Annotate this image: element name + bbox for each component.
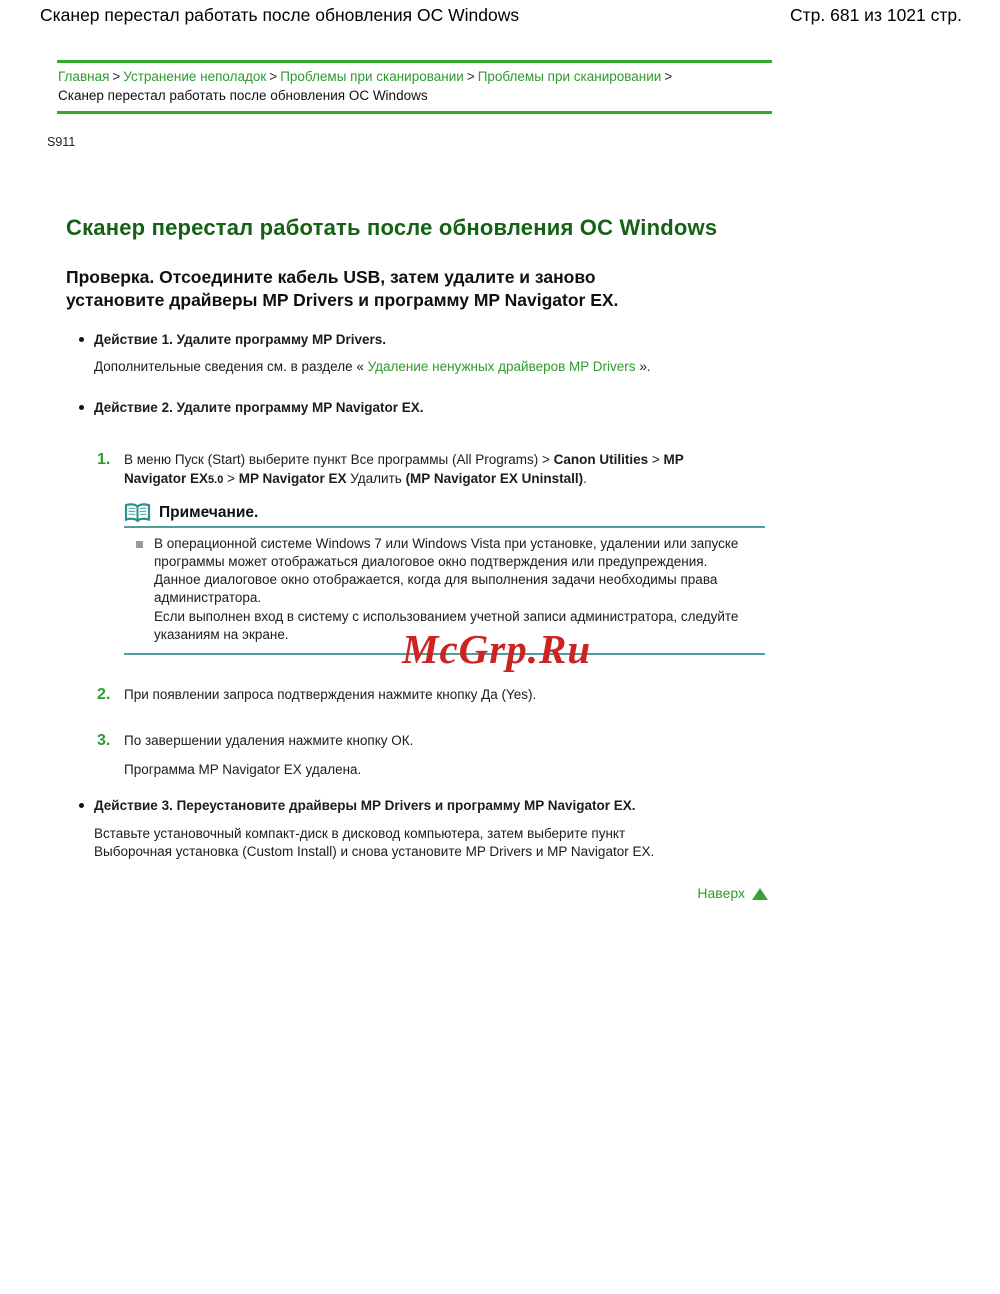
article <box>66 213 768 903</box>
action-3 <box>66 797 768 862</box>
step-2 <box>66 686 768 704</box>
back-to-top-link[interactable] <box>697 884 768 903</box>
back-to-top-label: Наверх <box>697 885 745 902</box>
note-book-icon <box>124 503 151 524</box>
step-1-seg: Удалить <box>346 470 406 486</box>
note-paragraph-2: Данное диалоговое окно отображается, когда для выполнения задачи необходимы права администратора. <box>154 572 718 606</box>
breadcrumb-links-row <box>58 68 770 86</box>
note-header <box>124 503 765 528</box>
step-1-seg-canon-utilities: Canon Utilities <box>553 452 649 468</box>
breadcrumb-link-troubleshooting[interactable]: Устранение неполадок <box>123 69 267 84</box>
action-1-info-suffix: ». <box>635 358 651 374</box>
step-3 <box>66 732 768 779</box>
action-1-info <box>94 358 768 376</box>
action-1 <box>66 331 768 376</box>
step-2-text: При появлении запроса подтверждения нажмите кнопку Да (Yes). <box>124 687 537 703</box>
page-indicator: Стр. 681 из 1021 стр. <box>790 5 962 25</box>
note-title: Примечание. <box>159 503 259 521</box>
breadcrumb-current: Сканер перестал работать после обновления ОС Windows <box>58 88 428 104</box>
top-header <box>0 0 1000 26</box>
breadcrumb-link-scan-problems-1[interactable]: Проблемы при сканировании <box>280 69 464 84</box>
action-3-paragraph: Вставьте установочный компакт-диск в дисковод компьютера, затем выберите пункт Выборочная установка (Custom Install) и снова установите MP Drivers и MP Navigator EX. <box>94 825 655 860</box>
step-1-seg-mp-navigator: MP Navigator EX <box>124 452 684 486</box>
note-item <box>124 535 765 644</box>
step-2-number: 2. <box>97 686 111 704</box>
breadcrumb-separator: > <box>112 69 121 84</box>
article-title: Сканер перестал работать после обновления ОС Windows <box>66 215 718 241</box>
breadcrumb-separator: > <box>466 69 475 84</box>
breadcrumb-separator: > <box>269 69 278 84</box>
breadcrumb-separator: > <box>664 69 673 84</box>
mp-drivers-removal-link[interactable]: Удаление ненужных драйверов MP Drivers <box>367 358 636 374</box>
step-1-seg-mp-navigator: MP Navigator EX <box>238 470 347 486</box>
breadcrumb <box>57 60 772 114</box>
action-1-info-prefix: Дополнительные сведения см. в разделе « <box>94 358 368 374</box>
step-1-seg-version: 5.0 <box>208 473 224 486</box>
step-1-text <box>124 451 742 487</box>
up-triangle-icon <box>752 888 768 900</box>
step-1-seg: > <box>648 452 664 468</box>
watermark: McGrp.Ru <box>402 626 592 672</box>
step-1-seg: В меню Пуск (Start) выберите пункт Все программы (All Programs) > <box>124 452 554 468</box>
model-code: S911 <box>47 135 76 150</box>
check-heading: Проверка. Отсоедините кабель USB, затем удалите и заново установите драйверы MP Drivers и программу MP Navigator EX. <box>66 267 619 310</box>
step-1-seg-uninstall: (MP Navigator EX Uninstall) <box>405 470 584 486</box>
note-paragraph-3: Если выполнен вход в систему с использованием учетной записи администратора, следуйте указаниям на экране. <box>154 608 739 642</box>
back-to-top-row <box>66 884 768 903</box>
page-header-title: Сканер перестал работать после обновления ОС Windows <box>40 5 520 25</box>
note-body <box>124 528 765 655</box>
action-3-label: Действие 3. Переустановите драйверы MP Drivers и программу MP Navigator EX. <box>94 797 636 813</box>
action-2 <box>66 399 768 417</box>
step-3-number: 3. <box>97 732 111 750</box>
step-3-followup: Программа MP Navigator EX удалена. <box>124 762 362 778</box>
breadcrumb-link-scan-problems-2[interactable]: Проблемы при сканировании <box>477 69 662 84</box>
note-paragraph-1: В операционной системе Windows 7 или Windows Vista при установке, удалении или запуске программы может отображаться диалоговое окно подтверждения или предупреждения. <box>154 535 739 569</box>
step-1-seg: . <box>583 470 587 486</box>
step-1-seg: > <box>223 470 239 486</box>
breadcrumb-link-home[interactable]: Главная <box>58 69 110 84</box>
action-2-label: Действие 2. Удалите программу MP Navigator EX. <box>94 400 424 416</box>
note-box <box>124 503 765 655</box>
step-1-number: 1. <box>97 451 111 469</box>
step-3-text: По завершении удаления нажмите кнопку ОК. <box>124 733 414 749</box>
action-1-label: Действие 1. Удалите программу MP Drivers. <box>94 331 387 347</box>
step-1 <box>66 451 768 655</box>
